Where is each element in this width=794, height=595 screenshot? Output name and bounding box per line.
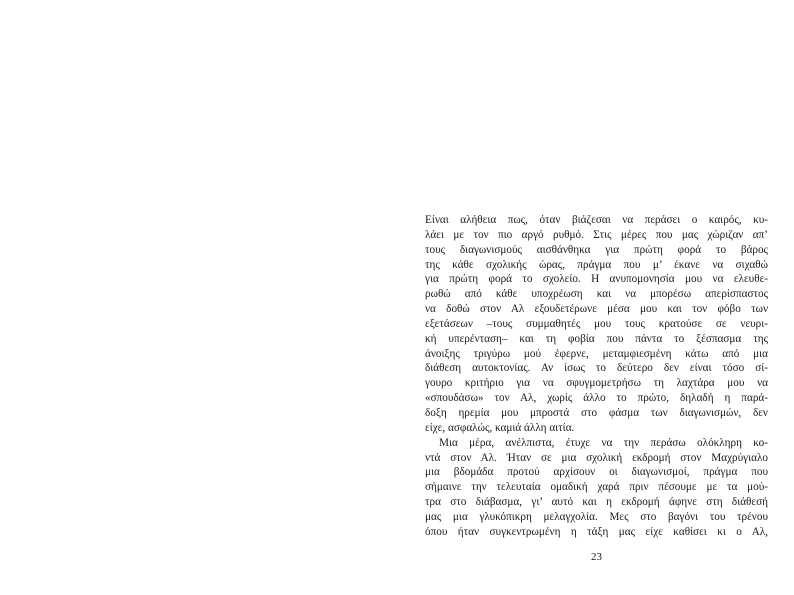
text-line: να δοθώ στον Αλ εξουδετέρωνε μέσα μου και τον φόβο των [425, 303, 768, 316]
text-line: λάει με τον πιο αργό ρυθμό. Στις μέρες που μας χώριζαν απ’ [425, 228, 768, 241]
page-number: 23 [591, 551, 602, 563]
text-line: γουρο κριτήριο για να σφυγμομετρήσω τη λαχτάρα μου να [425, 377, 768, 390]
text-line: τρα στο διάβασμα, γι’ αυτό και η εκδρομή άφηνε στη διάθεσή [425, 496, 768, 509]
text-line: Είναι αλήθεια πως, όταν βιάζεσαι να περάσει ο καιρός, κυ- [425, 214, 768, 226]
text-line: της κάθε σχολικής ώρας, πράγμα που μ’ έκανε να σιχαθώ [425, 258, 768, 271]
text-line: όπου ήταν συγκεντρωμένη η τάξη μας είχε καθίσει κι ο Αλ, [425, 525, 768, 538]
text-line: δοξη ηρεμία μου μπροστά στο φάσμα των διαγωνισμών, δεν [425, 406, 768, 419]
text-line: ρωθώ από κάθε υποχρέωση και να μπορέσω απερίσπαστος [425, 288, 768, 301]
text-line: «σπουδάσω» τον Αλ, χωρίς άλλο το πρώτο, δηλαδή η παρά- [425, 392, 768, 405]
text-line: για πρώτη φορά το σχολείο. Η ανυπομονησία μου να ελευθε- [425, 273, 768, 286]
text-line: τους διαγωνισμούς αισθάνθηκα για πρώτη φορά το βάρος [425, 243, 768, 256]
text-line: κή υπερένταση– και τη φοβία που πάντα το ξέσπασμα της [425, 332, 768, 345]
text-line: σήμαινε την τελευταία ομαδική χαρά πριν πέσουμε με τα μού- [425, 481, 768, 494]
paragraph-2 [425, 436, 768, 540]
text-line: διάθεση αυτοκτονίας. Αν ίσως το δεύτερο δεν είναι τόσο σί- [425, 362, 768, 375]
text-line: εξετάσεων –τους συμμαθητές μου τους κρατούσε σε νευρι- [425, 317, 768, 330]
paragraph-1 [425, 213, 768, 436]
text-line: είχε, ασφαλώς, καμιά άλλη αιτία. [425, 421, 575, 434]
text-line: μια βδομάδα προτού αρχίσουν οι διαγωνισμοί, πράγμα που [425, 466, 768, 479]
text-line: Μια μέρα, ανέλπιστα, έτυχε να την περάσω ολόκληρη κο- [439, 436, 768, 449]
text-line: μας μια γλυκόπικρη μελαγχολία. Μες στο βαγόνι του τρένου [425, 510, 768, 523]
text-line: άνοιξης τριγύρω μού έφερνε, μεταμφιεσμένη κάτω από μια [425, 347, 768, 360]
book-page-text [425, 213, 768, 540]
text-line: ντά στον Αλ. Ήταν σε μια σχολική εκδρομή στον Μαχρύγιαλο [425, 451, 768, 464]
